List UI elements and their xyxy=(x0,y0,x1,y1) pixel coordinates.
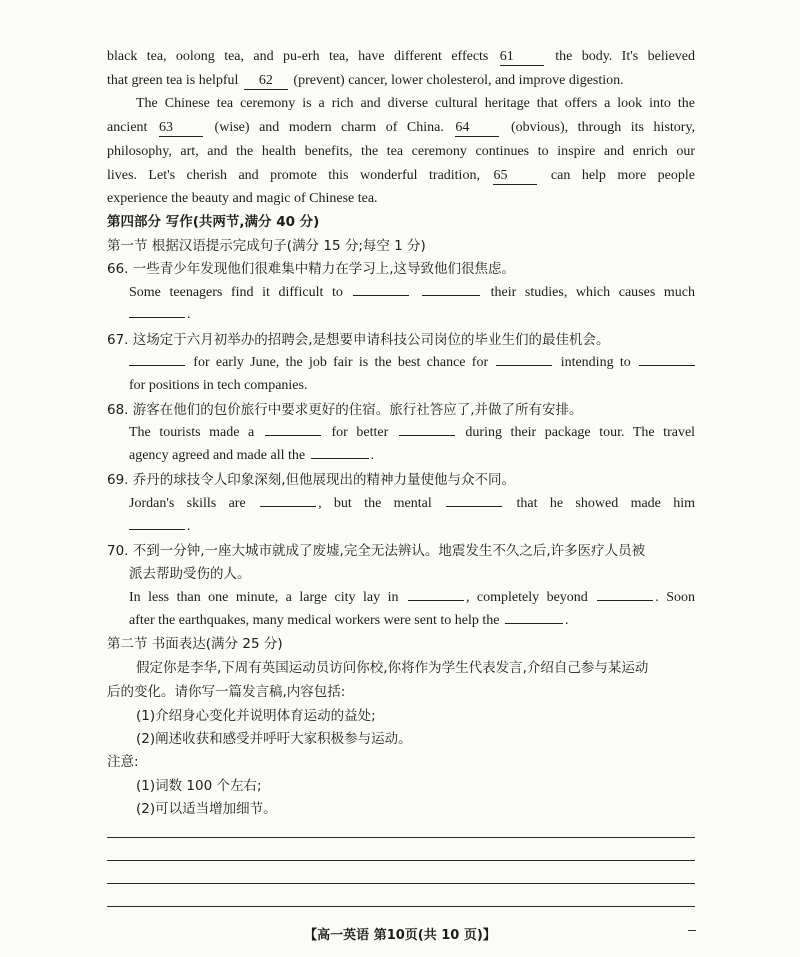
q69-blank-2[interactable] xyxy=(446,506,502,507)
q66-blank-3[interactable] xyxy=(129,317,185,318)
q70-sentence-end: after the earthquakes, many medical workers were sent to help the . xyxy=(129,613,569,628)
q70-prompt-line-2: 派去帮助受伤的人。 xyxy=(129,566,251,582)
q66-sentence-end: . xyxy=(129,306,191,324)
q67-blank-3[interactable] xyxy=(639,365,695,366)
writing-line-2[interactable] xyxy=(107,860,695,861)
q67-prompt: 67. 这场定于六月初举办的招聘会,是想要申请科技公司岗位的毕业生们的最佳机会。 xyxy=(107,332,610,348)
note-item-1: (1)词数 100 个左右; xyxy=(136,778,262,794)
passage-line-1: black tea, oolong tea, and pu-erh tea, have different effects 61 the body. It's believed xyxy=(107,49,696,64)
q69-prompt: 69. 乔丹的球技令人印象深刻,但他展现出的精神力量使他与众不同。 xyxy=(107,472,516,488)
q68-blank-1[interactable] xyxy=(265,435,321,436)
note-item-2: (2)可以适当增加细节。 xyxy=(136,801,277,817)
q70-prompt-line-1: 70. 不到一分钟,一座大城市就成了废墟,完全无法辨认。地震发生不久之后,许多医疗人员被 xyxy=(107,543,646,559)
q68-blank-2[interactable] xyxy=(399,435,455,436)
writing-item-1: (1)介绍身心变化并说明体育运动的益处; xyxy=(136,708,376,724)
section2-title: 第二节 书面表达(满分 25 分) xyxy=(107,636,283,652)
note-label: 注意: xyxy=(107,754,139,770)
writing-line-3[interactable] xyxy=(107,883,695,884)
page-footer: 【高一英语 第10页(共 10 页)】 xyxy=(304,928,496,943)
writing-line-4[interactable] xyxy=(107,906,695,907)
q67-sentence-end: for positions in tech companies. xyxy=(129,378,308,393)
q69-blank-3[interactable] xyxy=(129,529,185,530)
q66-sentence: Some teenagers find it difficult to their studies, which causes much xyxy=(129,285,695,300)
writing-item-2: (2)阐述收获和感受并呼吁大家积极参与运动。 xyxy=(136,731,412,747)
q68-blank-3[interactable] xyxy=(311,458,369,459)
q67-blank-2[interactable] xyxy=(496,365,552,366)
passage-line-3: The Chinese tea ceremony is a rich and diverse cultural heritage that offers a look into the xyxy=(136,96,695,111)
blank-62[interactable]: 62 xyxy=(244,73,288,90)
passage-line-4: ancient 63 (wise) and modern charm of China. 64 (obvious), through its history, xyxy=(107,120,696,135)
corner-mark xyxy=(688,930,696,931)
blank-64[interactable]: 64 xyxy=(455,120,499,137)
q68-sentence-end: agency agreed and made all the . xyxy=(129,448,375,463)
blank-61[interactable]: 61 xyxy=(500,49,544,66)
blank-63[interactable]: 63 xyxy=(159,120,203,137)
blank-65[interactable]: 65 xyxy=(493,168,537,185)
q69-sentence: Jordan's skills are , but the mental that he showed made him xyxy=(129,496,696,511)
q67-blank-1[interactable] xyxy=(129,365,185,366)
q67-sentence: for early June, the job fair is the best chance for intending to xyxy=(129,354,695,372)
writing-prompt-line-2: 后的变化。请你写一篇发言稿,内容包括: xyxy=(107,684,346,700)
writing-line-1[interactable] xyxy=(107,837,695,838)
q66-prompt: 66. 一些青少年发现他们很难集中精力在学习上,这导致他们很焦虑。 xyxy=(107,261,516,277)
passage-line-5: philosophy, art, and the health benefits, the tea ceremony continues to inspire and enrich our xyxy=(107,144,695,159)
passage-line-7: experience the beauty and magic of Chinese tea. xyxy=(107,191,378,206)
q66-blank-1[interactable] xyxy=(353,295,409,296)
q69-sentence-end: . xyxy=(129,518,191,536)
section1-title: 第一节 根据汉语提示完成句子(满分 15 分;每空 1 分) xyxy=(107,238,426,254)
part4-title: 第四部分 写作(共两节,满分 40 分) xyxy=(107,214,320,230)
passage-line-2: that green tea is helpful 62 (prevent) cancer, lower cholesterol, and improve digestion. xyxy=(107,73,624,88)
passage-line-6: lives. Let's cherish and promote this wonderful tradition, 65 can help more people xyxy=(107,168,695,183)
writing-prompt-line-1: 假定你是李华,下周有英国运动员访问你校,你将作为学生代表发言,介绍自己参与某运动 xyxy=(136,660,649,676)
q68-sentence: The tourists made a for better during their package tour. The travel xyxy=(129,425,696,440)
q68-prompt: 68. 游客在他们的包价旅行中要求更好的住宿。旅行社答应了,并做了所有安排。 xyxy=(107,402,583,418)
q70-blank-3[interactable] xyxy=(505,623,563,624)
q69-blank-1[interactable] xyxy=(260,506,316,507)
q70-blank-2[interactable] xyxy=(597,600,653,601)
q70-blank-1[interactable] xyxy=(408,600,464,601)
q66-blank-2[interactable] xyxy=(422,295,480,296)
q70-sentence: In less than one minute, a large city lay in , completely beyond . Soon xyxy=(129,590,695,605)
